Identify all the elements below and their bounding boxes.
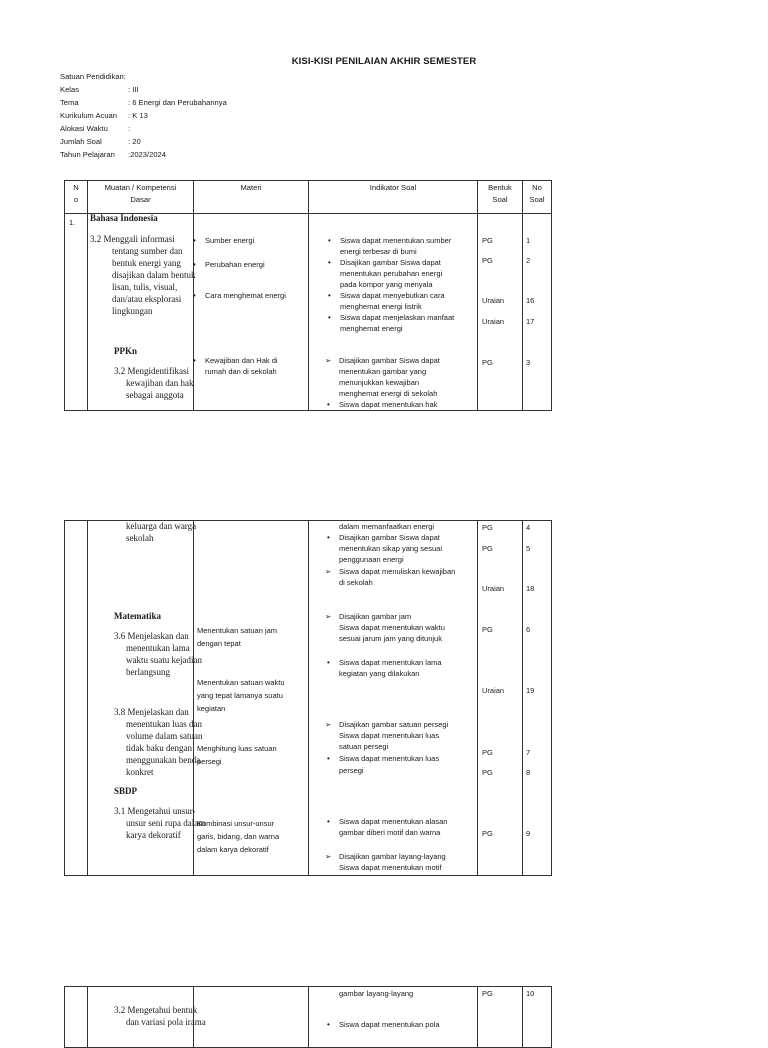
- kd-text: volume dalam satuan: [126, 731, 203, 741]
- kd-text: tentang sumber dan: [112, 246, 183, 256]
- subject-ppkn: PPKn: [114, 346, 138, 356]
- materi-item: dengan tepat: [197, 639, 241, 648]
- materi-item: garis, bidang, dan warna: [197, 832, 280, 841]
- muatan-cell: [88, 213, 196, 410]
- indikator-cell: [309, 987, 477, 1047]
- bentuk-value: PG: [482, 256, 493, 265]
- indikator-item: energi terbesar di bumi: [340, 247, 417, 256]
- nomor-value: 10: [526, 989, 535, 998]
- bentuk-value: PG: [482, 748, 493, 757]
- materi-item: dalam karya dekoratif: [197, 845, 269, 854]
- indikator-item: di sekolah: [339, 578, 373, 587]
- kd-text: kewajiban dan hak: [126, 378, 194, 388]
- kd-text: 3.6 Menjelaskan dan: [114, 631, 189, 641]
- kd-text: karya dekoratif: [126, 830, 181, 840]
- materi-item: persegi: [197, 757, 222, 766]
- indikator-item: Siswa dapat menentukan luas: [339, 731, 440, 740]
- materi-cell: [194, 521, 308, 875]
- kd-text: bentuk energi yang: [112, 258, 181, 268]
- nomor-cell: [523, 214, 551, 410]
- kd-text: menentukan lama: [126, 643, 190, 653]
- indikator-item: ➢ Siswa dapat menuliskan kewajiban: [339, 566, 455, 577]
- nomor-value: 4: [526, 523, 531, 532]
- indikator-item: • Siswa dapat menentukan sumber: [340, 235, 451, 246]
- muatan-cell: [88, 987, 206, 1047]
- meta-value: :2023/2024: [128, 150, 167, 159]
- materi-item: • Sumber energi: [205, 235, 254, 246]
- indikator-cell: [309, 521, 477, 875]
- materi-item: • Cara menghemat energi: [205, 290, 286, 301]
- nomor-value: 8: [526, 768, 531, 777]
- indikator-item: • Siswa dapat menentukan hak: [339, 399, 437, 410]
- indikator-item: gambar diberi motif dan warna: [339, 828, 441, 837]
- indikator-item: menghemat energi listrik: [340, 302, 422, 311]
- kd-text: keluarga dan warga: [126, 521, 197, 531]
- row-number: 1.: [69, 218, 76, 227]
- header-no: N o: [65, 181, 88, 214]
- kd-text: dan/atau eksplorasi: [112, 294, 182, 304]
- materi-item: Menentukan satuan jam: [197, 626, 278, 635]
- kd-text: menentukan luas dan: [126, 719, 202, 729]
- bentuk-value: PG: [482, 358, 493, 367]
- indikator-item: kegiatan yang dilakukan: [339, 669, 420, 678]
- kd-text: 3.8 Menjelaskan dan: [114, 707, 189, 717]
- nomor-value: 17: [526, 317, 535, 326]
- indikator-item: persegi: [339, 766, 364, 775]
- kd-text: lingkungan: [112, 306, 153, 316]
- materi-item: • Perubahan energi: [205, 259, 265, 270]
- indikator-item: dalam memanfaatkan energi: [339, 522, 435, 531]
- nomor-value: 1: [526, 236, 531, 245]
- nomor-cell: [523, 987, 551, 1047]
- indikator-item: • Siswa dapat menjelaskan manfaat: [340, 312, 454, 323]
- bentuk-value: Uraian: [482, 584, 505, 593]
- nomor-cell: [523, 521, 551, 875]
- meta-key: Kelas: [60, 85, 79, 94]
- bentuk-value: PG: [482, 989, 493, 998]
- meta-value: : K 13: [128, 111, 148, 120]
- bentuk-value: PG: [482, 768, 493, 777]
- bentuk-value: PG: [482, 523, 493, 532]
- indikator-item: menentukan sikap yang sesuai: [339, 544, 442, 553]
- header-muatan: Muatan / Kompetensi Dasar: [88, 181, 194, 214]
- kd-text: 3.2 Mengidentifikasi: [114, 366, 189, 376]
- indikator-item: menghemat energi: [340, 324, 403, 333]
- indikator-item: ➢ Disajikan gambar jam: [339, 611, 411, 622]
- bentuk-cell: [478, 214, 522, 410]
- bentuk-cell: [478, 521, 522, 875]
- materi-item: Menentukan satuan waktu: [197, 678, 285, 687]
- nomor-value: 19: [526, 686, 535, 695]
- kd-text: tidak baku dengan: [126, 743, 192, 753]
- header-no-soal: No Soal: [523, 181, 552, 214]
- nomor-value: 2: [526, 256, 531, 265]
- meta-key: Kurikulum Acuan: [60, 111, 117, 120]
- indikator-item: • Disajikan gambar Siswa dapat: [339, 532, 440, 543]
- bentuk-value: PG: [482, 544, 493, 553]
- header-bentuk-soal: Bentuk Soal: [478, 181, 523, 214]
- indikator-item: pada kompor yang menyala: [340, 280, 433, 289]
- indikator-item: • Siswa dapat menentukan lama: [339, 657, 442, 668]
- materi-item: Menghitung luas satuan: [197, 744, 277, 753]
- indikator-item: • Siswa dapat menentukan alasan: [339, 816, 447, 827]
- indikator-item: ➢ Disajikan gambar Siswa dapat: [339, 355, 440, 366]
- indikator-item: Siswa dapat menentukan waktu: [339, 623, 445, 632]
- nomor-value: 5: [526, 544, 531, 553]
- meta-key: Tahun Pelajaran: [60, 150, 115, 159]
- kisi-kisi-table-continued-2: [64, 986, 552, 1048]
- kd-text: waktu suatu kejadian: [126, 655, 202, 665]
- header-materi: Materi: [194, 181, 309, 214]
- kisi-kisi-table-continued: [64, 520, 552, 876]
- subject-matematika: Matematika: [114, 611, 161, 621]
- kd-text: sekolah: [126, 533, 154, 543]
- indikator-item: penggunaan energi: [339, 555, 404, 564]
- subject-bahasa-indonesia: Bahasa Indonesia: [90, 213, 158, 223]
- kd-text: unsur seni rupa dalam: [126, 818, 206, 828]
- indikator-item: Siswa dapat menentukan motif: [339, 863, 442, 872]
- indikator-cell: [309, 214, 477, 410]
- document-meta: [60, 70, 227, 161]
- kd-text: lisan, tulis, visual,: [112, 282, 178, 292]
- meta-key: Alokasi Waktu: [60, 124, 108, 133]
- indikator-item: • Siswa dapat menentukan luas: [339, 753, 439, 764]
- indikator-item: satuan persegi: [339, 742, 389, 751]
- kd-text: 3.2 Mengetahui bentuk: [114, 1005, 198, 1015]
- nomor-value: 3: [526, 358, 531, 367]
- nomor-value: 16: [526, 296, 535, 305]
- kd-text: menggunakan benda: [126, 755, 201, 765]
- indikator-item: menghemat energi di sekolah: [339, 389, 438, 398]
- bentuk-value: Uraian: [482, 686, 505, 695]
- meta-value: : 6 Energi dan Perubahannya: [128, 98, 227, 107]
- meta-key: Tema: [60, 98, 79, 107]
- indikator-item: sesuai jarum jam yang ditunjuk: [339, 634, 442, 643]
- kd-text: disajikan dalam bentuk: [112, 270, 196, 280]
- materi-item: • Kewajiban dan Hak di: [205, 355, 278, 366]
- bentuk-value: Uraian: [482, 317, 505, 326]
- indikator-item: gambar layang-layang: [339, 989, 414, 998]
- nomor-value: 6: [526, 625, 531, 634]
- nomor-value: 7: [526, 748, 531, 757]
- bentuk-cell: [478, 987, 522, 1047]
- materi-item: yang tepat lamanya suatu: [197, 691, 283, 700]
- meta-key: Jumlah Soal: [60, 137, 102, 146]
- bentuk-value: Uraian: [482, 296, 505, 305]
- kd-text: konkret: [126, 767, 154, 777]
- materi-item: rumah dan di sekolah: [205, 367, 277, 376]
- nomor-value: 9: [526, 829, 531, 838]
- meta-key: Satuan Pendidikan:: [60, 72, 126, 81]
- indikator-item: ➢ Disajikan gambar satuan persegi: [339, 719, 448, 730]
- kd-text: dan variasi pola irama: [126, 1017, 206, 1027]
- indikator-item: menentukan gambar yang: [339, 367, 427, 376]
- nomor-value: 18: [526, 584, 535, 593]
- header-indikator: Indikator Soal: [309, 181, 478, 214]
- muatan-cell: [88, 521, 206, 875]
- bentuk-value: PG: [482, 829, 493, 838]
- subject-sbdp: SBDP: [114, 786, 138, 796]
- meta-value: : III: [128, 85, 139, 94]
- materi-cell: [194, 214, 308, 410]
- indikator-item: menentukan perubahan energi: [340, 269, 443, 278]
- kd-text: sebagai anggota: [126, 390, 184, 400]
- indikator-item: menunjukkan kewajiban: [339, 378, 420, 387]
- indikator-item: ➢ Disajikan gambar layang-layang: [339, 851, 446, 862]
- kd-text: 3.1 Mengetahui unsur-: [114, 806, 196, 816]
- meta-value: : 20: [128, 137, 141, 146]
- indikator-item: • Disajikan gambar Siswa dapat: [340, 257, 441, 268]
- bentuk-value: PG: [482, 625, 493, 634]
- indikator-item: • Siswa dapat menyebutkan cara: [340, 290, 445, 301]
- materi-item: Kombinasi unsur-unsur: [197, 819, 275, 828]
- meta-value: :: [128, 124, 131, 133]
- kd-text: berlangsung: [126, 667, 170, 677]
- kd-text: 3.2 Menggali informasi: [90, 234, 175, 244]
- bentuk-value: PG: [482, 236, 493, 245]
- kisi-kisi-table: [64, 180, 552, 411]
- indikator-item: • Siswa dapat menentukan pola: [339, 1019, 440, 1030]
- document-title: KISI-KISI PENILAIAN AKHIR SEMESTER: [291, 56, 477, 67]
- materi-item: kegiatan: [197, 704, 226, 713]
